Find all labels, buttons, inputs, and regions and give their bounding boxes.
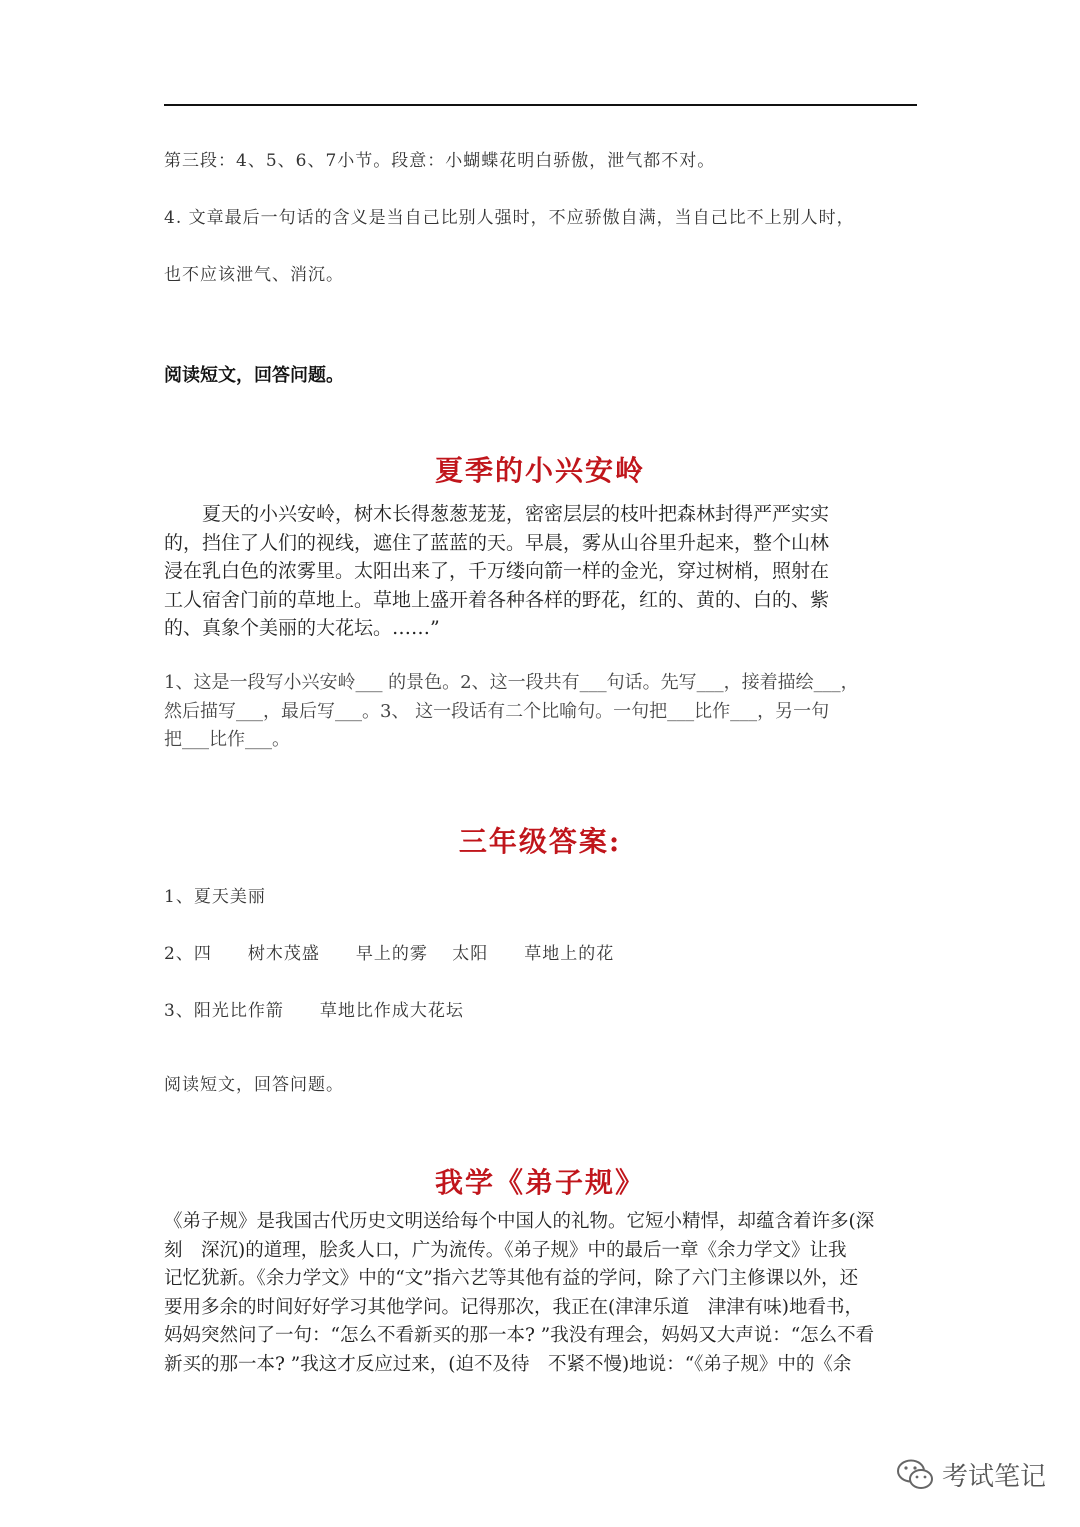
answer-one: 1、夏天美丽 [164, 887, 266, 907]
instruction-read: 阅读短文，回答问题。 [164, 365, 344, 386]
passage-line: 新买的那一本? ”我这才反应过来，(迫不及待 不紧不慢)地说：“《弟子规》中的《余 [164, 1353, 852, 1375]
paragraph-answer-four-cont: 也不应该泄气、消沉。 [164, 265, 344, 285]
questions-summer [164, 669, 916, 755]
question-line: 把___比作___。 [164, 729, 290, 750]
title-grade-three-answers: 三年级答案: [458, 825, 622, 858]
passage-line: 刻 深沉)的道理，脍炙人口，广为流传。《弟子规》中的最后一章《余力学文》让我 [164, 1239, 847, 1261]
title-dizigui: 我学《弟子规》 [434, 1166, 645, 1199]
answer-two: 2、四 树木茂盛 早上的雾 太阳 草地上的花 [164, 944, 615, 964]
passage-line: 工人宿舍门前的草地上。草地上盛开着各种各样的野花，红的、黄的、白的、紫 [164, 588, 830, 611]
passage-line: 记忆犹新。《余力学文》中的“文”指六艺等其他有益的学问，除了六门主修课以外，还 [164, 1268, 859, 1289]
passage-line: 要用多余的时间好好学习其他学问。记得那次，我正在(津津乐道 津津有味)地看书， [164, 1296, 863, 1318]
title-summer-xiaoxinganling: 夏季的小兴安岭 [434, 454, 645, 487]
instruction-read-2: 阅读短文，回答问题。 [164, 1075, 344, 1095]
paragraph-section-three: 第三段：4、5、6、7小节。段意：小蝴蝶花明白骄傲，泄气都不对。 [164, 151, 716, 171]
passage-line: 妈妈突然问了一句：“怎么不看新买的那一本? ”我没有理会，妈妈又大声说：“怎么不看 [164, 1325, 875, 1346]
answer-three: 3、阳光比作箭 草地比作成大花坛 [164, 1001, 464, 1021]
question-line: 1、这是一段写小兴安岭___ 的景色。2、这一段共有___句话。先写___，接着描绘___， [164, 672, 859, 693]
passage-line: 夏天的小兴安岭，树木长得葱葱茏茏，密密层层的枝叶把森林封得严严实实 [164, 503, 830, 525]
passage-line: 《弟子规》是我国古代历史文明送给每个中国人的礼物。它短小精悍，却蕴含着许多(深 [164, 1211, 875, 1232]
header-rule [164, 104, 917, 106]
passage-dizigui [164, 1208, 916, 1379]
passage-summer [164, 500, 916, 643]
wechat-icon [896, 1458, 934, 1492]
watermark [896, 1456, 1046, 1493]
question-line: 然后描写___，最后写___。3、 这一段话有二个比喻句。一句把___比作___，另一句 [164, 700, 830, 722]
passage-line: 的、真象个美丽的大花坛。……” [164, 617, 440, 639]
paragraph-answer-four: 4. 文章最后一句话的含义是当自己比别人强时，不应骄傲自满，当自己比不上别人时， [164, 208, 855, 228]
passage-line: 的，挡住了人们的视线，遮住了蓝蓝的天。早晨，雾从山谷里升起来，整个山林 [164, 531, 830, 554]
watermark-text: 考试笔记 [941, 1462, 1046, 1492]
passage-line: 浸在乳白色的浓雾里。太阳出来了，千万缕向箭一样的金光，穿过树梢，照射在 [164, 560, 830, 582]
